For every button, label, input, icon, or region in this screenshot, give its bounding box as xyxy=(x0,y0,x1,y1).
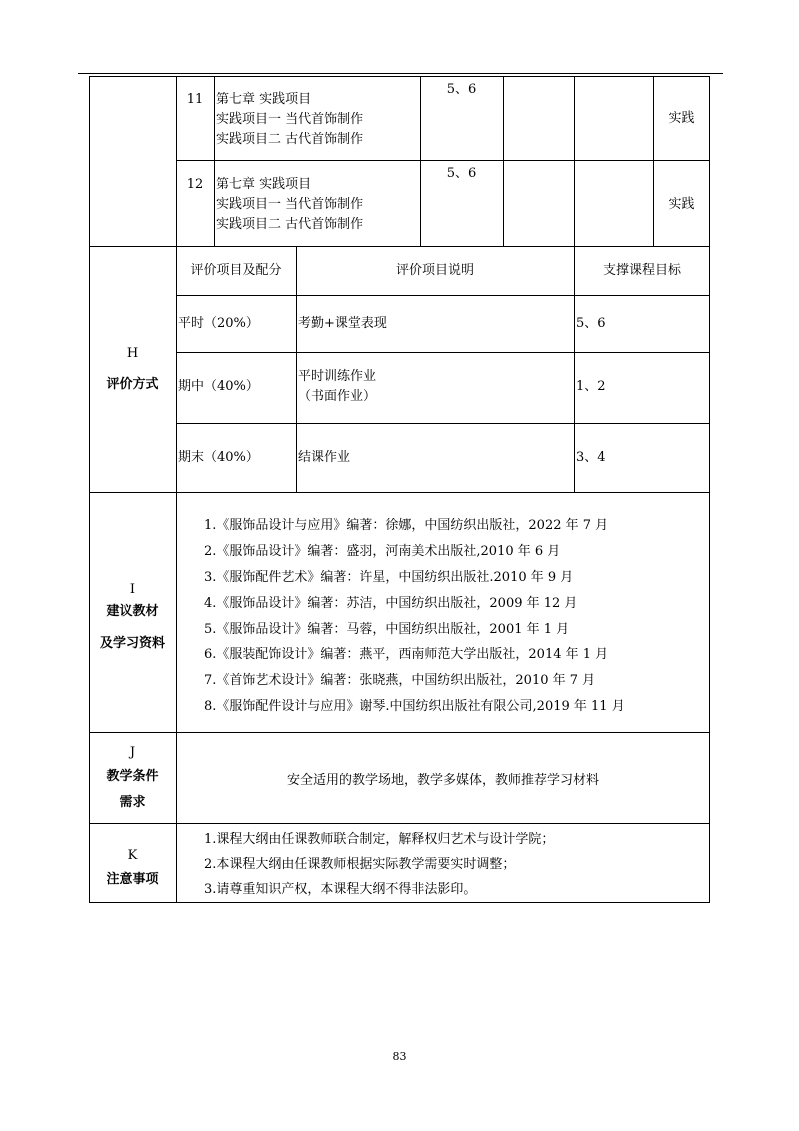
note-item: 1.课程大纲由任课教师联合制定，解释权归艺术与设计学院； xyxy=(204,832,555,847)
material-item: 5.《服饰品设计》编著：马蓉，中国纺织出版社，2001 年 1 月 xyxy=(204,622,570,637)
material-item: 6.《服装配饰设计》编著：燕平，西南师范大学出版社，2014 年 1 月 xyxy=(204,647,609,662)
schedule-row-line: 第七章 实践项目 xyxy=(216,177,312,192)
evaluation-desc: 平时训练作业 xyxy=(298,369,377,384)
evaluation-header-desc: 评价项目说明 xyxy=(395,263,474,278)
evaluation-goal: 3、4 xyxy=(576,450,606,465)
section-letter-h: H xyxy=(126,346,139,361)
material-item: 1.《服饰品设计与应用》编著：徐娜，中国纺织出版社，2022 年 7 月 xyxy=(204,518,609,533)
section-divider xyxy=(89,732,710,733)
section-title-materials-1: 建议教材 xyxy=(106,604,159,619)
evaluation-header-goal: 支撑课程目标 xyxy=(602,263,681,278)
section-divider xyxy=(89,823,710,824)
evaluation-goal: 1、2 xyxy=(576,379,606,394)
section-title-evaluation: 评价方式 xyxy=(106,377,159,392)
row-divider xyxy=(176,423,710,424)
note-item: 2.本课程大纲由任课教师根据实际教学需要实时调整； xyxy=(204,857,516,872)
material-item: 7.《首饰艺术设计》编著：张晓燕，中国纺织出版社，2010 年 7 月 xyxy=(204,673,596,688)
header-rule xyxy=(78,73,723,74)
section-title-conditions-1: 教学条件 xyxy=(106,769,159,784)
evaluation-desc: 考勤+课堂表现 xyxy=(298,316,387,331)
conditions-text: 安全适用的教学场地，教学多媒体，教师推荐学习材料 xyxy=(286,773,599,788)
schedule-row-number: 11 xyxy=(186,92,204,107)
evaluation-item: 期末（40%） xyxy=(178,450,259,465)
schedule-row-line: 实践项目一 当代首饰制作 xyxy=(216,197,364,212)
material-item: 2.《服饰品设计》编著：盛羽，河南美术出版社,2010 年 6 月 xyxy=(204,544,561,559)
column-divider xyxy=(574,246,575,492)
schedule-row-line: 实践项目二 古代首饰制作 xyxy=(216,132,364,147)
evaluation-item: 期中（40%） xyxy=(178,379,259,394)
column-divider xyxy=(503,76,504,246)
section-divider xyxy=(89,492,710,493)
page-number: 83 xyxy=(392,1050,407,1063)
column-divider xyxy=(574,76,575,246)
section-title-materials-2: 及学习资料 xyxy=(99,636,165,651)
column-divider xyxy=(296,246,297,492)
schedule-row-line: 实践项目一 当代首饰制作 xyxy=(216,112,364,127)
evaluation-desc: 结课作业 xyxy=(298,450,351,465)
schedule-row-type: 实践 xyxy=(668,111,695,126)
schedule-row-line: 第七章 实践项目 xyxy=(216,92,312,107)
section-letter-i: I xyxy=(129,582,136,597)
evaluation-item: 平时（20%） xyxy=(178,316,259,331)
row-divider xyxy=(176,352,710,353)
section-title-conditions-2: 需求 xyxy=(119,795,146,810)
column-divider xyxy=(653,76,654,246)
section-title-notes: 注意事项 xyxy=(106,872,159,887)
schedule-row-type: 实践 xyxy=(668,197,695,212)
material-item: 8.《服饰配件设计与应用》谢琴.中国纺织出版社有限公司,2019 年 11 月 xyxy=(204,699,625,714)
section-letter-k: K xyxy=(127,848,138,863)
section-divider xyxy=(89,246,710,247)
row-divider xyxy=(176,160,710,161)
row-divider xyxy=(176,295,710,296)
schedule-row-goals: 5、6 xyxy=(446,82,477,97)
note-item: 3.请尊重知识产权，本课程大纲不得非法影印。 xyxy=(204,882,477,897)
material-item: 4.《服饰品设计》编著：苏洁，中国纺织出版社，2009 年 12 月 xyxy=(204,596,578,611)
evaluation-header-item: 评价项目及配分 xyxy=(190,263,282,278)
section-letter-j: J xyxy=(129,745,136,760)
evaluation-goal: 5、6 xyxy=(576,316,606,331)
schedule-row-goals: 5、6 xyxy=(446,166,477,181)
material-item: 3.《服饰配件艺术》编著：许星，中国纺织出版社.2010 年 9 月 xyxy=(204,570,574,585)
evaluation-desc: （书面作业） xyxy=(298,389,377,404)
schedule-row-number: 12 xyxy=(186,177,204,192)
schedule-row-line: 实践项目二 古代首饰制作 xyxy=(216,217,364,232)
column-divider xyxy=(420,76,421,246)
column-divider xyxy=(214,76,215,246)
